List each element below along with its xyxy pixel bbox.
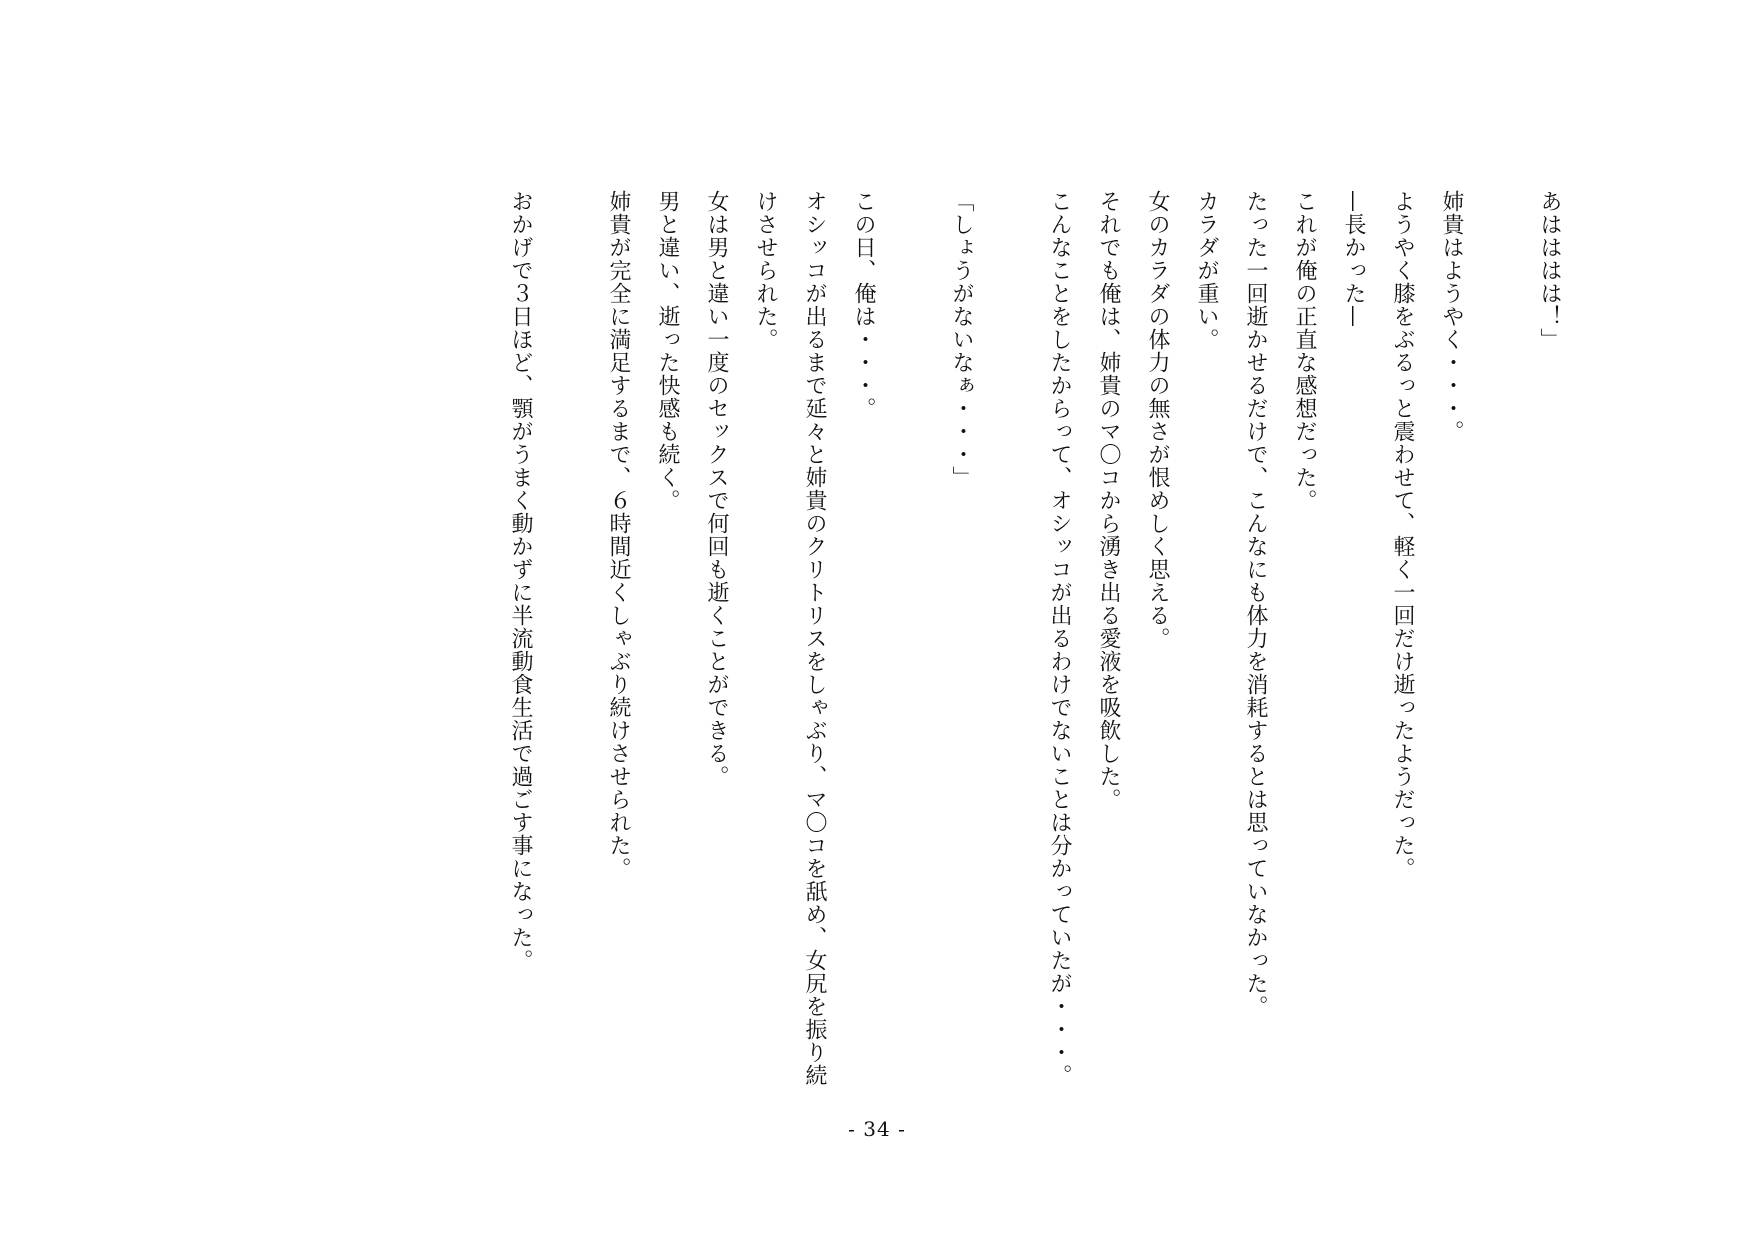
text-line: カラダが重い。 bbox=[1194, 190, 1219, 351]
blank-line bbox=[986, 190, 1035, 1090]
text-line: おかげで３日ほど、顎がうまく動かずに半流動食生活で過ごす事になった。 bbox=[508, 190, 533, 972]
blank-line bbox=[545, 190, 594, 1090]
text-line: こんなことをしたからって、オシッコが出るわけでないことは分かっていたが・・・。 bbox=[1047, 190, 1072, 1087]
text-line: —長かった— bbox=[1341, 190, 1366, 328]
text-line: けさせられた。 bbox=[753, 190, 778, 351]
text-line: この日、俺は・・・。 bbox=[851, 190, 876, 420]
text-line: 女のカラダの体力の無さが恨めしく思える。 bbox=[1145, 190, 1170, 650]
blank-line bbox=[888, 190, 937, 1090]
text-line: ようやく膝をぶるっと震わせて、軽く一回だけ逝ったようだった。 bbox=[1390, 190, 1415, 880]
text-line: 「しょうがないなぁ・・・」 bbox=[949, 190, 974, 489]
text-line: 男と違い、逝った快感も続く。 bbox=[655, 190, 680, 512]
text-line: たった一回逝かせるだけで、こんなにも体力を消耗するとは思っていなかった。 bbox=[1243, 190, 1268, 1018]
text-line: オシッコが出るまで延々と姉貴のクリトリスをしゃぶり、マ〇コを舐め、女尻を振り続 bbox=[802, 190, 827, 1087]
text-line: あはははは！」 bbox=[1537, 190, 1562, 351]
vertical-text-body bbox=[496, 190, 1574, 1090]
text-line: それでも俺は、姉貴のマ〇コから湧き出る愛液を吸飲した。 bbox=[1096, 190, 1121, 811]
text-line: 姉貴はようやく・・・。 bbox=[1439, 190, 1464, 443]
text-line: 姉貴が完全に満足するまで、６時間近くしゃぶり続けさせられた。 bbox=[606, 190, 631, 880]
text-line: これが俺の正直な感想だった。 bbox=[1292, 190, 1317, 512]
text-line: 女は男と違い一度のセックスで何回も逝くことができる。 bbox=[704, 190, 729, 788]
page-number: - 34 - bbox=[848, 1117, 906, 1141]
blank-line bbox=[1476, 190, 1525, 1090]
